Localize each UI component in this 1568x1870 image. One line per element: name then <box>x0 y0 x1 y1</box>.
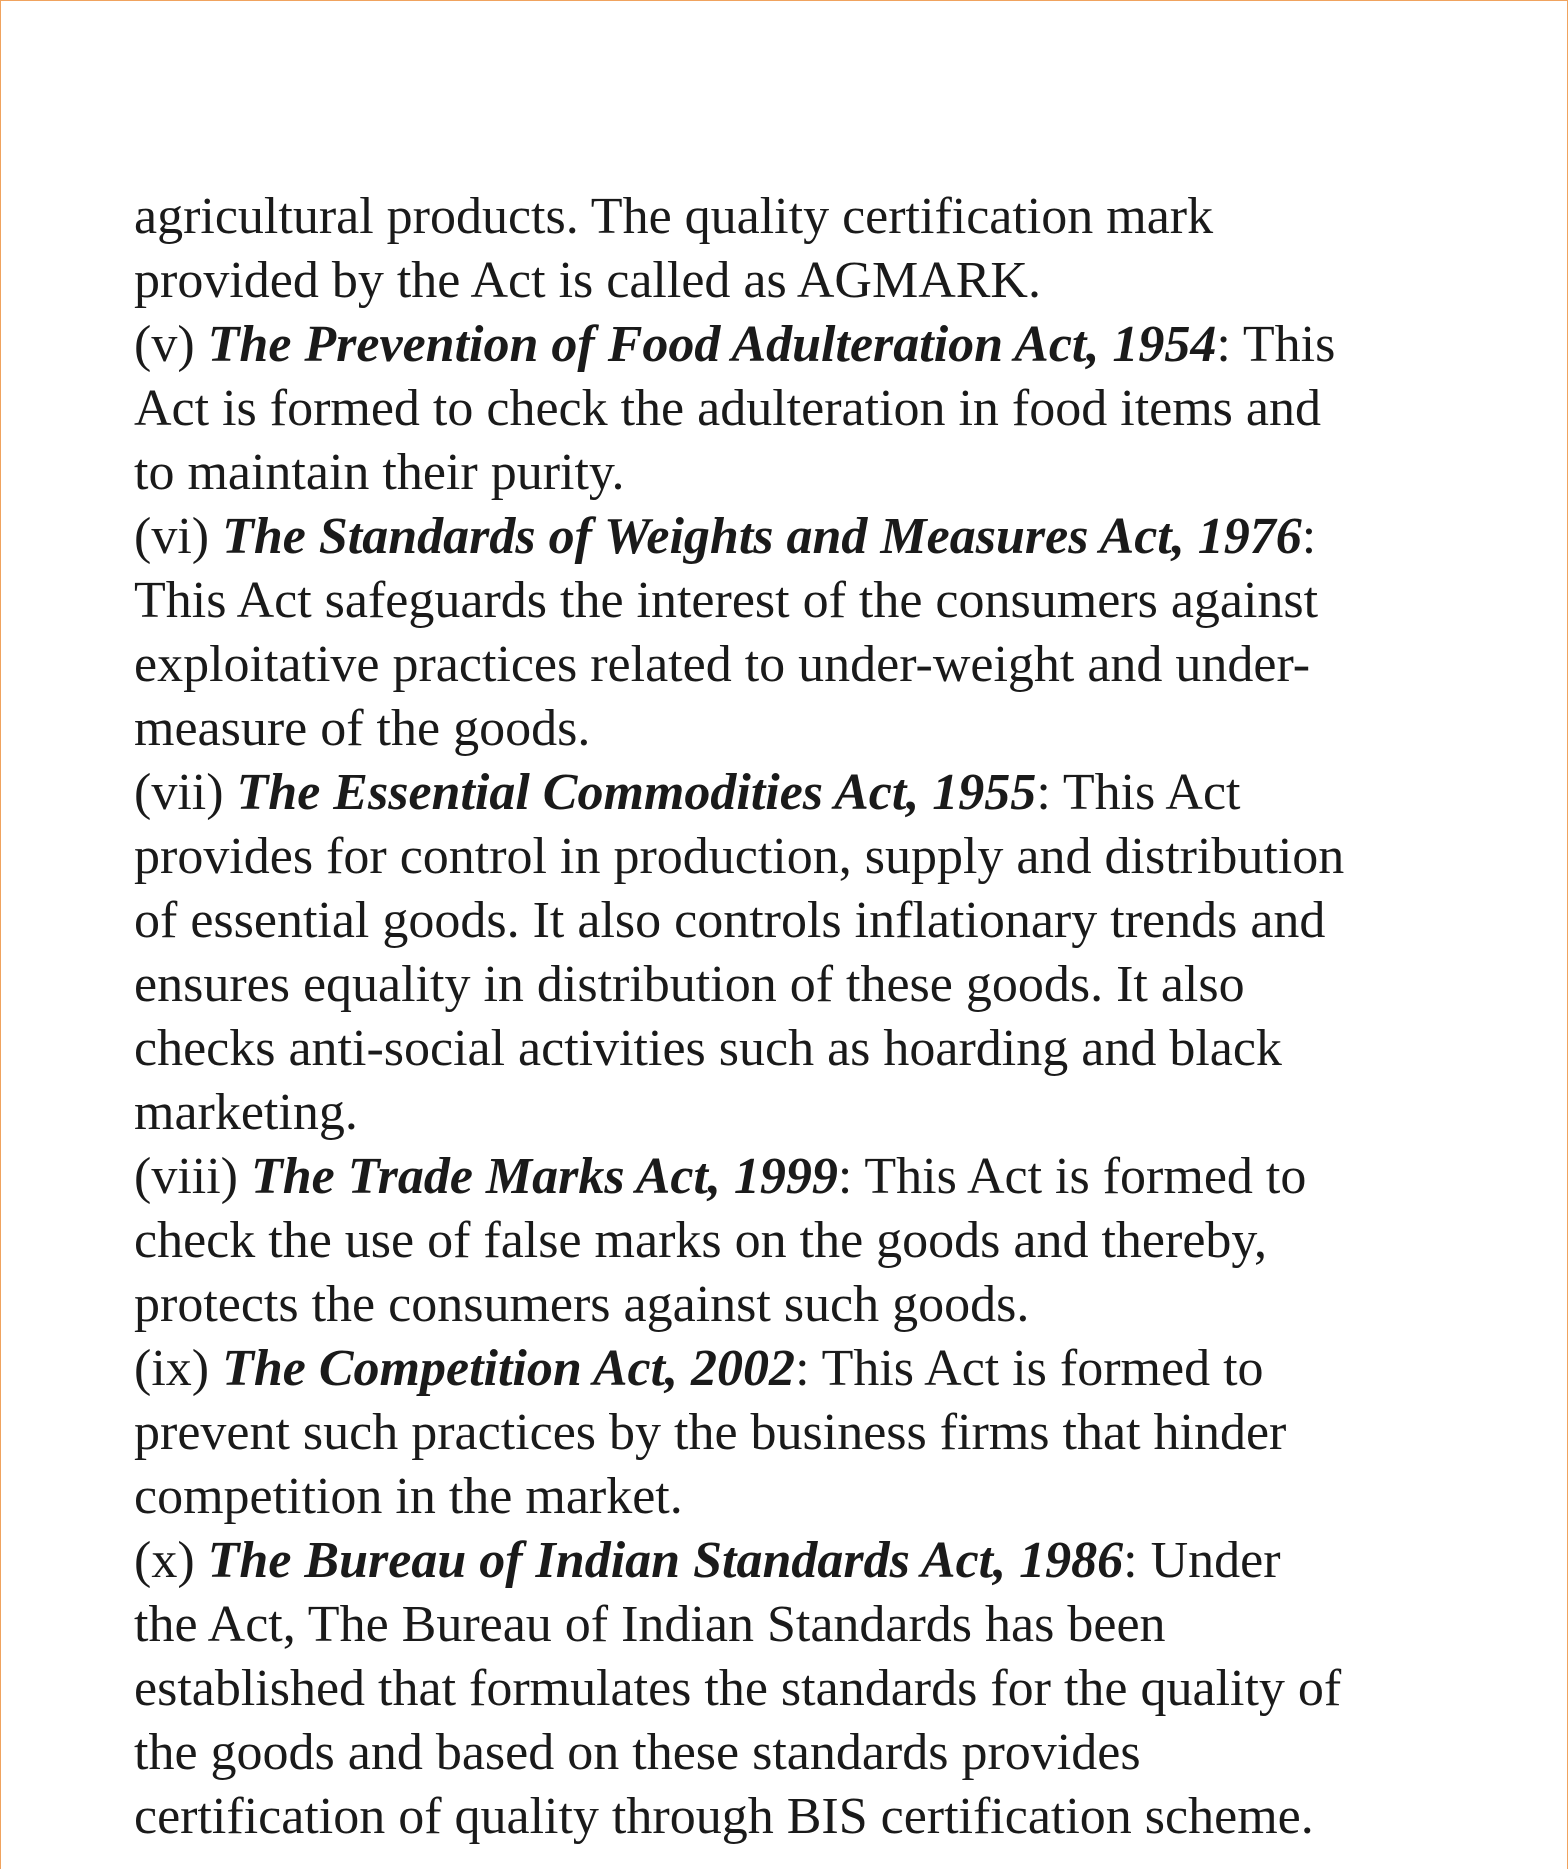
act-description-line: certification of quality through BIS certification scheme. <box>134 1788 1314 1845</box>
item-number: (vi) <box>134 508 223 565</box>
act-heading-tail: : This <box>1216 316 1336 373</box>
act-title: The Standards of Weights and Measures Act, 1976 <box>222 508 1302 565</box>
act-item-heading <box>134 1337 1474 1401</box>
act-heading-tail: : This Act <box>1036 764 1241 821</box>
item-number: (ix) <box>134 1340 223 1397</box>
act-title: The Essential Commodities Act, 1955 <box>236 764 1037 821</box>
act-heading-tail: : <box>1301 508 1317 565</box>
act-description-line: Act is formed to check the adulteration in food items and <box>134 380 1321 437</box>
item-number: (x) <box>134 1532 208 1589</box>
act-title: The Competition Act, 2002 <box>222 1340 796 1397</box>
act-item-heading <box>134 505 1474 569</box>
act-heading-tail: : This Act is formed to <box>795 1340 1264 1397</box>
act-description-line: ensures equality in distribution of these goods. It also <box>134 956 1245 1013</box>
item-number: (vii) <box>134 764 237 821</box>
act-item-heading <box>134 1529 1474 1593</box>
act-description-line: the goods and based on these standards provides <box>134 1724 1141 1781</box>
act-heading-tail: : Under <box>1123 1532 1281 1589</box>
act-description-line: checks anti-social activities such as hoarding and black <box>134 1020 1282 1077</box>
act-description-line: established that formulates the standards for the quality of <box>134 1660 1342 1717</box>
intro-line: provided by the Act is called as AGMARK. <box>134 252 1041 309</box>
act-heading-tail: : This Act is formed to <box>837 1148 1307 1205</box>
act-description-line: protects the consumers against such goods. <box>134 1276 1030 1333</box>
act-title: The Prevention of Food Adulteration Act, 1954 <box>207 316 1217 373</box>
act-description-line: to maintain their purity. <box>134 444 625 501</box>
document-body <box>134 185 1474 1849</box>
item-number: (viii) <box>134 1148 251 1205</box>
act-item-heading <box>134 313 1474 377</box>
act-description-line: measure of the goods. <box>134 700 591 757</box>
act-description-line: competition in the market. <box>134 1468 683 1525</box>
act-description-line: of essential goods. It also controls inflationary trends and <box>134 892 1326 949</box>
act-description-line: the Act, The Bureau of Indian Standards has been <box>134 1596 1166 1653</box>
act-description-line: check the use of false marks on the goods and thereby, <box>134 1212 1268 1269</box>
act-description-line: marketing. <box>134 1084 358 1141</box>
act-description-line: exploitative practices related to under-weight and under- <box>134 636 1311 693</box>
intro-line: agricultural products. The quality certification mark <box>134 188 1214 245</box>
act-title: The Trade Marks Act, 1999 <box>250 1148 838 1205</box>
act-item-heading <box>134 761 1474 825</box>
act-title: The Bureau of Indian Standards Act, 1986 <box>207 1532 1124 1589</box>
act-description-line: provides for control in production, supply and distribution <box>134 828 1345 885</box>
act-item-heading <box>134 1145 1474 1209</box>
act-description-line: This Act safeguards the interest of the consumers against <box>134 572 1319 629</box>
item-number: (v) <box>134 316 208 373</box>
act-description-line: prevent such practices by the business firms that hinder <box>134 1404 1287 1461</box>
